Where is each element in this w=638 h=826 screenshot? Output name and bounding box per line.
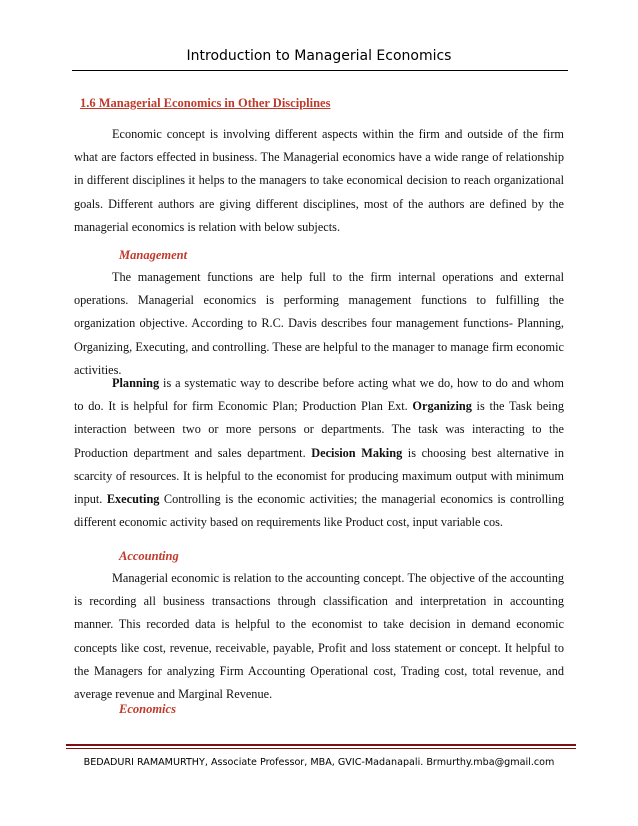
- page-footer: BEDADURI RAMAMURTHY, Associate Professor, MBA, GVIC-Madanapali. Brmurthy.mba@gmail.com: [83, 757, 555, 768]
- section-heading: 1.6 Managerial Economics in Other Disciplines: [80, 96, 331, 110]
- header-divider: [72, 70, 568, 71]
- decision-text: is choosing best alternative in scarcity of resources. It is helpful to the economist for producing maximum output with minimum input.: [74, 445, 564, 507]
- term-executing: Executing: [106, 492, 160, 507]
- subheading-accounting: Accounting: [119, 549, 179, 563]
- footer-divider-thin: [66, 748, 576, 749]
- organizing-text: is the Task being interaction between two or more persons or departments. The task was interacting to the Production department and sales department.: [74, 399, 564, 460]
- functions-paragraph: [74, 372, 564, 534]
- footer-divider-thick: [66, 744, 576, 746]
- term-decision-making: Decision Making: [311, 445, 403, 460]
- intro-paragraph: Economic concept is involving different aspects within the firm and outside of the firm what are factors effected in business. The Managerial economics have a wide range of relationship in different disciplines it helps to the managers to take economical decision to reach organizational goals. Different authors are giving different disciplines, most of the authors are defined by the managerial economics is relation with below subjects.: [74, 127, 564, 234]
- term-organizing: Organizing: [412, 399, 472, 414]
- page-header-title: Introduction to Managerial Economics: [186, 48, 452, 64]
- planning-text: is a systematic way to describe before acting what we do, how to do and whom to do. It is helpful for firm Economic Plan; Production Plan Ext.: [74, 376, 564, 414]
- term-planning: Planning: [112, 376, 160, 390]
- management-paragraph: The management functions are help full to the firm internal operations and external operations. Managerial economics is performing management functions to fulfilling the organization objective. According to R.C. Davis describes four management functions- Planning, Organizing, Executing, and controlling. These are helpful to the manager to manage firm economic activities.: [74, 270, 564, 377]
- subheading-economics: Economics: [119, 702, 176, 716]
- executing-text: Controlling is the economic activities; the managerial economics is controlling different economic activity based on requirements like Product cost, input variable cos.: [74, 492, 564, 530]
- accounting-paragraph: Managerial economic is relation to the accounting concept. The objective of the accounting is recording all business transactions through classification and interpretation in accounting manner. This recorded data is helpful to the economist to take decision in demand economic concepts like cost, revenue, receivable, payable, Profit and loss statement or concept. It helpful to the Managers for analyzing Firm Accounting Operational cost, Trading cost, total revenue, and average revenue and Marginal Revenue.: [74, 571, 564, 702]
- subheading-management: Management: [119, 248, 188, 262]
